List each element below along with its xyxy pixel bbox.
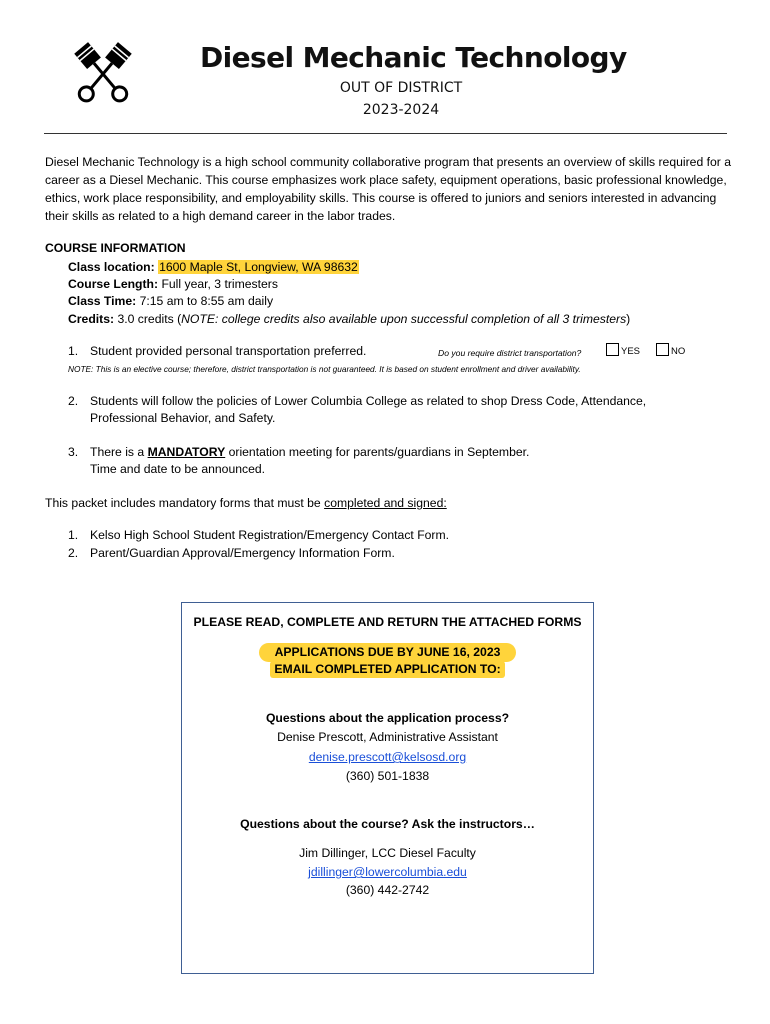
transport-question: Do you require district transportation?	[438, 348, 582, 358]
contact1-phone: (360) 501-1838	[345, 769, 430, 783]
class-location-line	[68, 259, 359, 276]
crossed-pistons-icon	[70, 38, 136, 110]
class-time-line	[68, 293, 273, 310]
year-subtitle: 2023-2024	[362, 102, 440, 118]
credits-value: 3.0 credits (	[117, 312, 182, 326]
no-checkbox[interactable]	[656, 343, 669, 356]
course-length-label: Course Length:	[68, 277, 159, 291]
email-label-line	[181, 661, 594, 678]
list-item: 1. Student provided personal transportation preferred.	[68, 344, 367, 358]
course-length-value: Full year, 3 trimesters	[161, 277, 278, 291]
application-question: Questions about the application process?	[265, 711, 510, 725]
course-info-heading: COURSE INFORMATION	[45, 241, 186, 255]
email-label: EMAIL COMPLETED APPLICATION TO:	[270, 661, 504, 678]
contact1-email-line	[181, 749, 594, 766]
class-location-value: 1600 Maple St, Longview, WA 98632	[159, 260, 358, 274]
class-time-value: 7:15 am to 8:55 am daily	[139, 294, 274, 308]
due-date-line	[181, 643, 594, 662]
list-item: 2. Parent/Guardian Approval/Emergency Information Form.	[68, 546, 395, 560]
header-divider	[44, 133, 727, 134]
yes-option[interactable]	[606, 343, 640, 360]
policies-text-line2: Professional Behavior, and Safety.	[90, 411, 276, 425]
elective-note: NOTE: This is an elective course; therefore, district transportation is not guaranteed. It is based on student enrollment and driver availability.	[68, 364, 581, 374]
form2-text: Parent/Guardian Approval/Emergency Information Form.	[90, 546, 395, 560]
completed-signed-text: completed and signed:	[324, 496, 447, 510]
list-item: 3. There is a MANDATORY orientation meeting for parents/guardians in September.	[68, 445, 530, 459]
orientation-time-text: Time and date to be announced.	[90, 462, 266, 476]
yes-label: YES	[621, 346, 641, 357]
due-date-badge: APPLICATIONS DUE BY JUNE 16, 2023	[259, 643, 517, 662]
packet-intro: This packet includes mandatory forms that must be completed and signed:	[45, 496, 447, 510]
intro-paragraph: Diesel Mechanic Technology is a high school community collaborative program that presents an overview of skills required for a career as a Diesel Mechanic. This course emphasizes work place safety, equipment operations, basic professional knowledge, ethics, work place responsibility, and employability skills. This course is offered to juniors and seniors interested in advancing their skills as related to a high demand career in the labor trades.	[45, 155, 731, 223]
class-time-label: Class Time:	[68, 294, 137, 308]
yes-checkbox[interactable]	[606, 343, 619, 356]
no-option[interactable]	[656, 343, 685, 360]
transport-preference-text: Student provided personal transportation preferred.	[90, 344, 367, 358]
contact1-email-link[interactable]: denise.prescott@kelsosd.org	[308, 750, 467, 764]
contact2-phone: (360) 442-2742	[345, 883, 430, 897]
credits-note: NOTE: college credits also available upon successful completion of all 3 trimesters	[181, 312, 627, 326]
no-label: NO	[671, 346, 686, 357]
credits-line: Credits: 3.0 credits (NOTE: college credits also available upon successful completion of all 3 trimesters)	[68, 312, 631, 326]
form1-text: Kelso High School Student Registration/Emergency Contact Form.	[90, 528, 450, 542]
credits-label: Credits:	[68, 312, 115, 326]
class-location-label: Class location:	[68, 260, 155, 274]
contact2-name: Jim Dillinger, LCC Diesel Faculty	[299, 846, 476, 860]
contact1-name: Denise Prescott, Administrative Assistant	[277, 730, 498, 744]
district-subtitle: OUT OF DISTRICT	[339, 80, 463, 96]
mandatory-label: MANDATORY	[147, 445, 226, 459]
course-question: Questions about the course? Ask the instructors…	[240, 817, 535, 831]
page-title: Diesel Mechanic Technology	[200, 41, 627, 74]
box-heading: PLEASE READ, COMPLETE AND RETURN THE ATTACHED FORMS	[193, 615, 582, 629]
list-item: 2. Students will follow the policies of Lower Columbia College as related to shop Dress Code, Attendance,	[68, 394, 647, 408]
contact2-email-line	[181, 864, 594, 881]
policies-text-line1: Students will follow the policies of Lower Columbia College as related to shop Dress Code, Attendance,	[90, 394, 647, 408]
list-item: 1. Kelso High School Student Registration/Emergency Contact Form.	[68, 528, 450, 542]
contact2-email-link[interactable]: jdillinger@lowercolumbia.edu	[308, 865, 467, 879]
course-length-line	[68, 276, 278, 293]
